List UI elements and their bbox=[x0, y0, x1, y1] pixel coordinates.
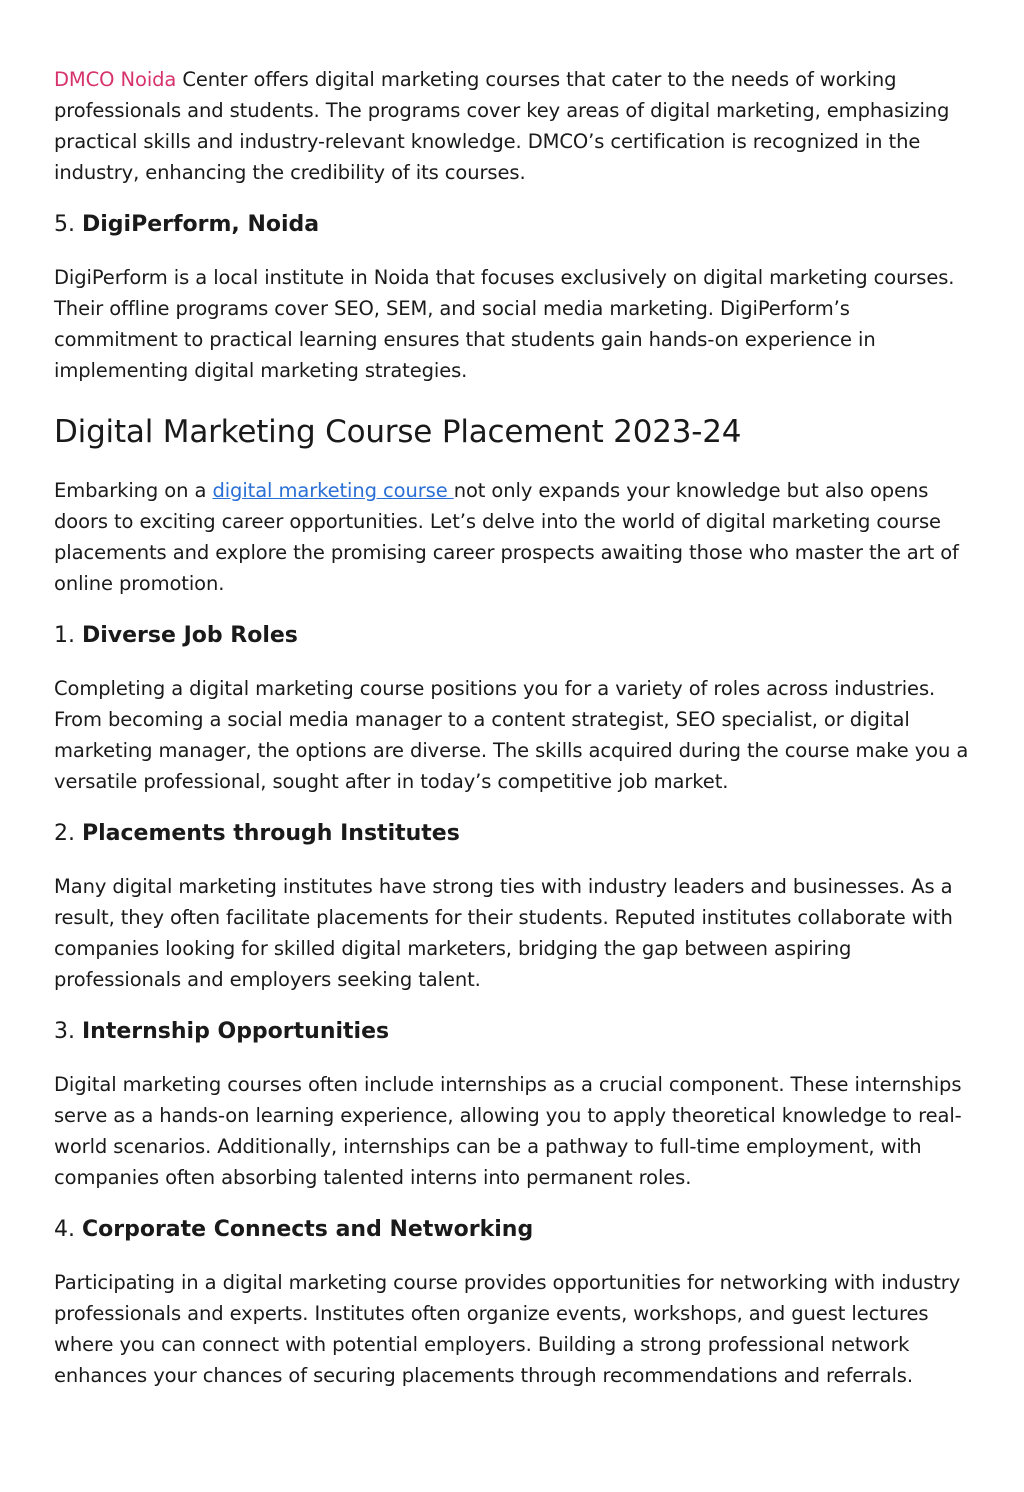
section-heading-internship-opportunities bbox=[54, 1017, 972, 1047]
digiperform-paragraph: DigiPerform is a local institute in Noida that focuses exclusively on digital marketing courses. Their offline programs cover SEO, SEM, and social media marketing. DigiPerform’s commitment to practical learning ensures that students gain hands-on experience in implementing digital marketing strategies. bbox=[54, 266, 955, 382]
placements-through-institutes-paragraph: Many digital marketing institutes have strong ties with industry leaders and businesses. As a result, they often facilitate placements for their students. Reputed institutes collaborate with companies looking for skilled digital marketers, bridging the gap between aspiring professionals and employers seeking talent. bbox=[54, 875, 953, 991]
placement-text-after: not only expands your knowledge but also opens doors to exciting career opportunities. Let’s delve into the world of digital marketing course placements and explore the promising career prospects awaiting those who master the art of online promotion. bbox=[54, 479, 959, 595]
section-number: 4. bbox=[54, 1217, 82, 1242]
section-title: Internship Opportunities bbox=[81, 1019, 390, 1044]
placement-text-before: Embarking on a bbox=[54, 479, 213, 502]
section-heading-corporate-connects bbox=[54, 1215, 972, 1245]
digital-marketing-course-link[interactable]: digital marketing course bbox=[212, 479, 454, 502]
section-title: Diverse Job Roles bbox=[81, 623, 298, 648]
intro-paragraph bbox=[54, 64, 972, 188]
intro-text: Center offers digital marketing courses that cater to the needs of working professionals and students. The programs cover key areas of digital marketing, emphasizing practical skills and industry-relevant knowledge. DMCO’s certification is recognized in the industry, enhancing the credibility of its courses. bbox=[54, 68, 950, 184]
section-number: 3. bbox=[54, 1019, 82, 1044]
diverse-job-roles-paragraph: Completing a digital marketing course positions you for a variety of roles across industries. From becoming a social media manager to a content strategist, SEO specialist, or digital marketing manager, the options are diverse. The skills acquired during the course make you a versatile professional, sought after in today’s competitive job market. bbox=[54, 677, 969, 793]
section-number: 1. bbox=[54, 623, 82, 648]
section-title: Placements through Institutes bbox=[81, 821, 460, 846]
placement-heading: Digital Marketing Course Placement 2023-24 bbox=[54, 414, 742, 450]
section-heading-digiperform bbox=[54, 210, 972, 240]
placement-paragraph bbox=[54, 475, 972, 599]
dmco-noida-link[interactable]: DMCO Noida bbox=[54, 68, 177, 91]
section-number: 5. bbox=[54, 212, 82, 237]
section-heading-diverse-job-roles bbox=[54, 621, 972, 651]
section-title: DigiPerform, Noida bbox=[81, 212, 320, 237]
section-number: 2. bbox=[54, 821, 82, 846]
section-title: Corporate Connects and Networking bbox=[81, 1217, 534, 1242]
section-heading-placements-through-institutes bbox=[54, 819, 972, 849]
corporate-connects-paragraph: Participating in a digital marketing course provides opportunities for networking with industry professionals and experts. Institutes often organize events, workshops, and guest lectures where you can connect with potential employers. Building a strong professional network enhances your chances of securing placements through recommendations and referrals. bbox=[54, 1271, 961, 1387]
internship-opportunities-paragraph: Digital marketing courses often include internships as a crucial component. These internships serve as a hands-on learning experience, allowing you to apply theoretical knowledge to real-world scenarios. Additionally, internships can be a pathway to full-time employment, with companies often absorbing talented interns into permanent roles. bbox=[54, 1073, 962, 1189]
